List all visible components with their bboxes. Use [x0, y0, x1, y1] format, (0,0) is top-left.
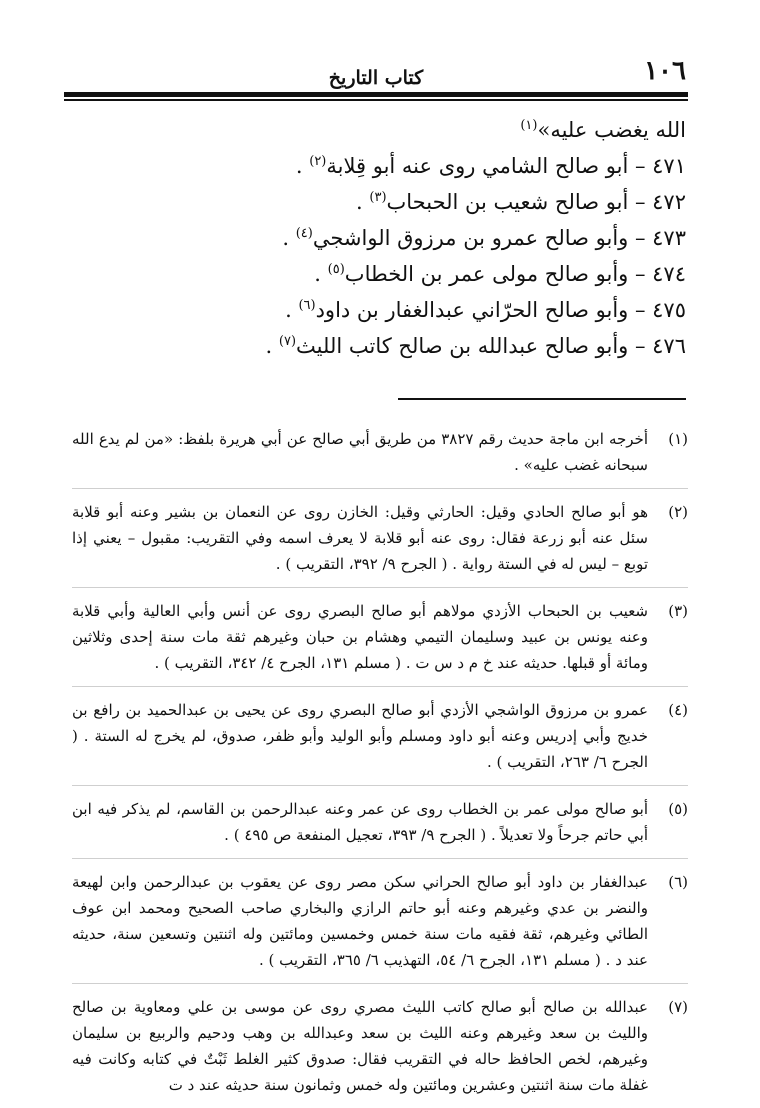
footnote-ref: (٧): [278, 334, 297, 349]
footnote-text: هو أبو صالح الحادي وقيل: الحارثي وقيل: الخازن روى عن النعمان بن بشير وعنه أبو قلابة سئل عنه أبو زرعة فقال: روى عنه أبو قلابة لا يعرف اسمه وفي التقريب: مقبول – يعني إذا توبع – ليس له في الستة رواية . ( الجرح ٩/ ٣٩٢، التقريب ) .: [72, 503, 648, 573]
main-line-text: ٤٧٥ – وأبو صالح الحرّاني عبدالغفار بن داود: [315, 298, 686, 322]
footnote: [72, 869, 688, 973]
footnote-text: أبو صالح مولى عمر بن الخطاب روى عن عمر وعنه عبدالرحمن بن القاسم، لم يذكر فيه ابن أبي حاتم جرحاً ولا تعديلاً . ( الجرح ٩/ ٣٩٣، تعجيل المنفعة ص ٤٩٥ ) .: [72, 800, 648, 844]
main-line-text: ٤٧٣ – وأبو صالح عمرو بن مرزوق الواشجي: [312, 226, 686, 250]
main-line-tail: .: [265, 334, 279, 358]
footnote: [72, 499, 688, 577]
footnote-marker: (٣): [668, 602, 688, 620]
footnote-marker: (٤): [668, 701, 688, 719]
header-rule-thick: [64, 92, 688, 97]
footnote-divider: [72, 983, 688, 984]
running-head: كتاب التاريخ: [328, 67, 424, 89]
footnote-marker: (٥): [668, 800, 688, 818]
footnote-text: عمرو بن مرزوق الواشجي الأزدي أبو صالح البصري روى عن يحيى بن عبدالحميد بن رافع بن خديج وأبي إدريس وعنه أبو داود ومسلم وأبو الوليد وأبو ظفر، صدوق، لم يخرج له الستة . ( الجرح ٦/ ٢٦٣، التقريب ) .: [72, 701, 648, 771]
footnote: [72, 598, 688, 676]
main-line-text: ٤٧٢ – أبو صالح شعيب بن الحبحاب: [386, 190, 686, 214]
footnote-divider: [72, 785, 688, 786]
header-rule-thin: [64, 99, 688, 101]
page-number: ١٠٦: [644, 56, 686, 86]
main-line-tail: .: [356, 190, 370, 214]
main-line-text: ٤٧١ – أبو صالح الشامي روى عنه أبو قِلابة: [326, 154, 686, 178]
footnote-marker: (٦): [668, 873, 688, 891]
main-line: [250, 256, 686, 292]
footnote-text: عبدالغفار بن داود أبو صالح الحراني سكن مصر روى عن يعقوب بن عبدالرحمن وابن لهيعة والنضر بن عدي وغيرهم وعنه أبو حاتم الرازي والبخاري صاحب الصحيح ومحمد ابن عوف الطائي وغيرهم، ثقة فقيه مات سنة خمس وخمسين ومائتين وله اثنتين وتسعين سنة، حديثه عند د . ( مسلم ١٣١، الجرح ٦/ ٥٤، التهذيب ٦/ ٣٦٥، التقريب ) .: [72, 873, 648, 969]
footnote: [72, 994, 688, 1098]
footnote-ref: (٦): [298, 298, 316, 313]
footnote-separator: [398, 398, 686, 400]
footnote-marker: (١): [668, 430, 688, 448]
main-line: [250, 328, 686, 364]
footnote-marker: (٢): [668, 503, 688, 521]
main-line: [250, 148, 686, 184]
main-line-tail: .: [282, 226, 296, 250]
main-line-text: الله يغضب عليه»: [537, 118, 686, 142]
footnote-ref: (٢): [309, 154, 327, 169]
footnote-text: أخرجه ابن ماجة حديث رقم ٣٨٢٧ من طريق أبي صالح عن أبي هريرة بلفظ: «من لم يدع الله سبحانه غضب عليه» .: [72, 430, 648, 474]
footnote-marker: (٧): [668, 998, 688, 1016]
footnote-divider: [72, 858, 688, 859]
main-line-tail: .: [295, 154, 310, 178]
footnote-ref: (١): [520, 118, 538, 133]
main-text: [250, 112, 686, 364]
footnote-text: شعيب بن الحبحاب الأزدي مولاهم أبو صالح البصري روى عن أنس وأبي العالية وأبي قلابة وعنه يونس بن عبيد وسليمان التيمي وهشام بن حبان وغيرهم ثقة مات سنة إحدى وثلاثين ومائة أو قبلها. حديثه عند خ م د س ت . ( مسلم ١٣١، الجرح ٤/ ٣٤٢، التقريب ) .: [72, 602, 648, 672]
main-line: [250, 184, 686, 220]
main-line: [250, 292, 686, 328]
footnotes: [72, 426, 688, 1108]
footnote-ref: (٥): [327, 262, 345, 277]
footnote-divider: [72, 686, 688, 687]
footnote: [72, 796, 688, 848]
footnote-divider: [72, 587, 688, 588]
main-line-tail: .: [314, 262, 328, 286]
footnote-ref: (٤): [295, 226, 313, 241]
main-line-text: ٤٧٦ – وأبو صالح عبدالله بن صالح كاتب الليث: [296, 334, 686, 358]
main-line-tail: .: [285, 298, 299, 322]
footnote-ref: (٣): [369, 190, 387, 205]
footnote-text: عبدالله بن صالح أبو صالح كاتب الليث مصري روى عن موسى بن علي ومعاوية بن صالح والليث بن سعد وغيرهم وعنه الليث بن سعد وعبدالله بن وهب ودحيم والربيع بن سليمان وغيرهم، لخص الحافظ حاله في التقريب فقال: صدوق كثير الغلط ثَبْتٌ في كتابه وكانت فيه غفلة مات سنة اثنتين وعشرين ومائتين وله خمس وثمانون سنة حديثه عند د ت: [72, 998, 648, 1094]
main-line: [250, 220, 686, 256]
footnote-divider: [72, 488, 688, 489]
footnote: [72, 426, 688, 478]
footnote: [72, 697, 688, 775]
main-line: [250, 112, 686, 148]
main-line-text: ٤٧٤ – وأبو صالح مولى عمر بن الخطاب: [344, 262, 686, 286]
